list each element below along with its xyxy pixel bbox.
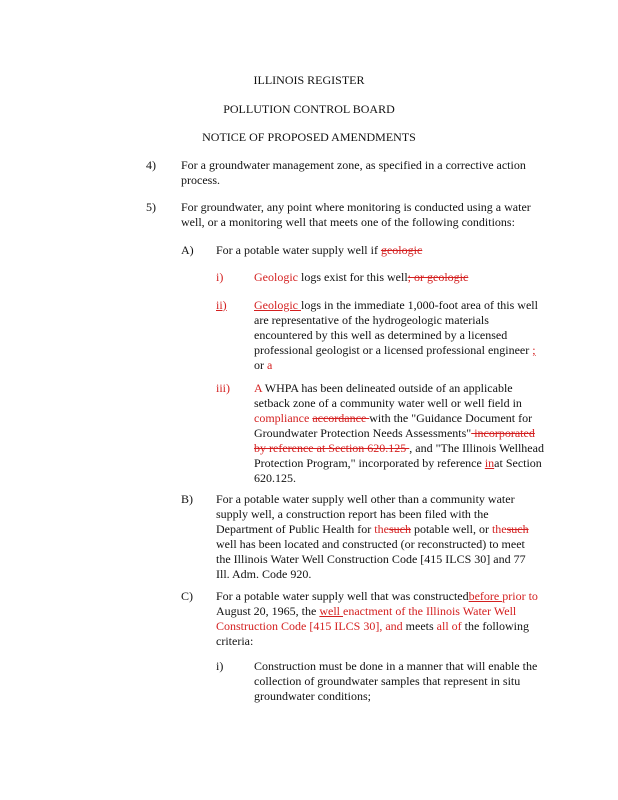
subsection-a-i-label: i) xyxy=(216,270,224,284)
paragraph-5-label: 5) xyxy=(146,200,156,214)
subsection-c-i-text: Construction must be done in a manner that will enable the collection of groundwater samples that represent in situ groundwater conditions; xyxy=(254,659,538,703)
subsection-c-label: C) xyxy=(181,589,193,603)
subsection-a-ii-label: ii) xyxy=(216,298,227,312)
subsection-a-label: A) xyxy=(181,243,194,257)
subsection-a-ii-text: Geologic logs in the immediate 1,000-foot area of this well are representative of the hydrogeologic materials encountered by this well as determined by a licensed professional geologist or a licensed professional engineer ; or a xyxy=(254,298,538,372)
subsection-a-text: For a potable water supply well if geologic xyxy=(216,243,423,257)
paragraph-4-label: 4) xyxy=(146,158,156,172)
paragraph-4-text: For a groundwater management zone, as specified in a corrective action process. xyxy=(181,158,526,187)
subsection-a-iii-text: A WHPA has been delineated outside of an applicable setback zone of a community water well or well field in compliance accordance with the "Guidance Document for Groundwater Protection Needs Assessments" incorporated by reference at Section 620.125 , and "The Illinois Wellhead Protection Program," incorporated by reference inat Section 620.125. xyxy=(254,381,544,485)
register-title: ILLINOIS REGISTER xyxy=(253,73,365,87)
subsection-b-label: B) xyxy=(181,492,193,506)
notice-title: NOTICE OF PROPOSED AMENDMENTS xyxy=(202,130,416,144)
subsection-c-i-label: i) xyxy=(216,659,224,673)
subsection-a-iii-label: iii) xyxy=(216,381,230,395)
board-title: POLLUTION CONTROL BOARD xyxy=(223,102,395,116)
subsection-a-i-text: Geologic logs exist for this well; or geologic xyxy=(254,270,469,284)
subsection-c-text: For a potable water supply well that was constructedbefore prior to August 20, 1965, the well enactment of the Illinois Water Well Construction Code [415 ILCS 30], and meets all of the following criteria: xyxy=(216,589,538,648)
subsection-b-text: For a potable water supply well other than a community water supply well, a construction report has been filed with the Department of Public Health for thesuch potable well, or thesuch well has been located and constructed (or reconstructed) to meet the Illinois Water Well Construction Code [415 ILCS 30] and 77 Ill. Adm. Code 920. xyxy=(216,492,529,581)
paragraph-5-text: For groundwater, any point where monitoring is conducted using a water well, or a monitoring well that meets one of the following conditions: xyxy=(181,200,531,229)
